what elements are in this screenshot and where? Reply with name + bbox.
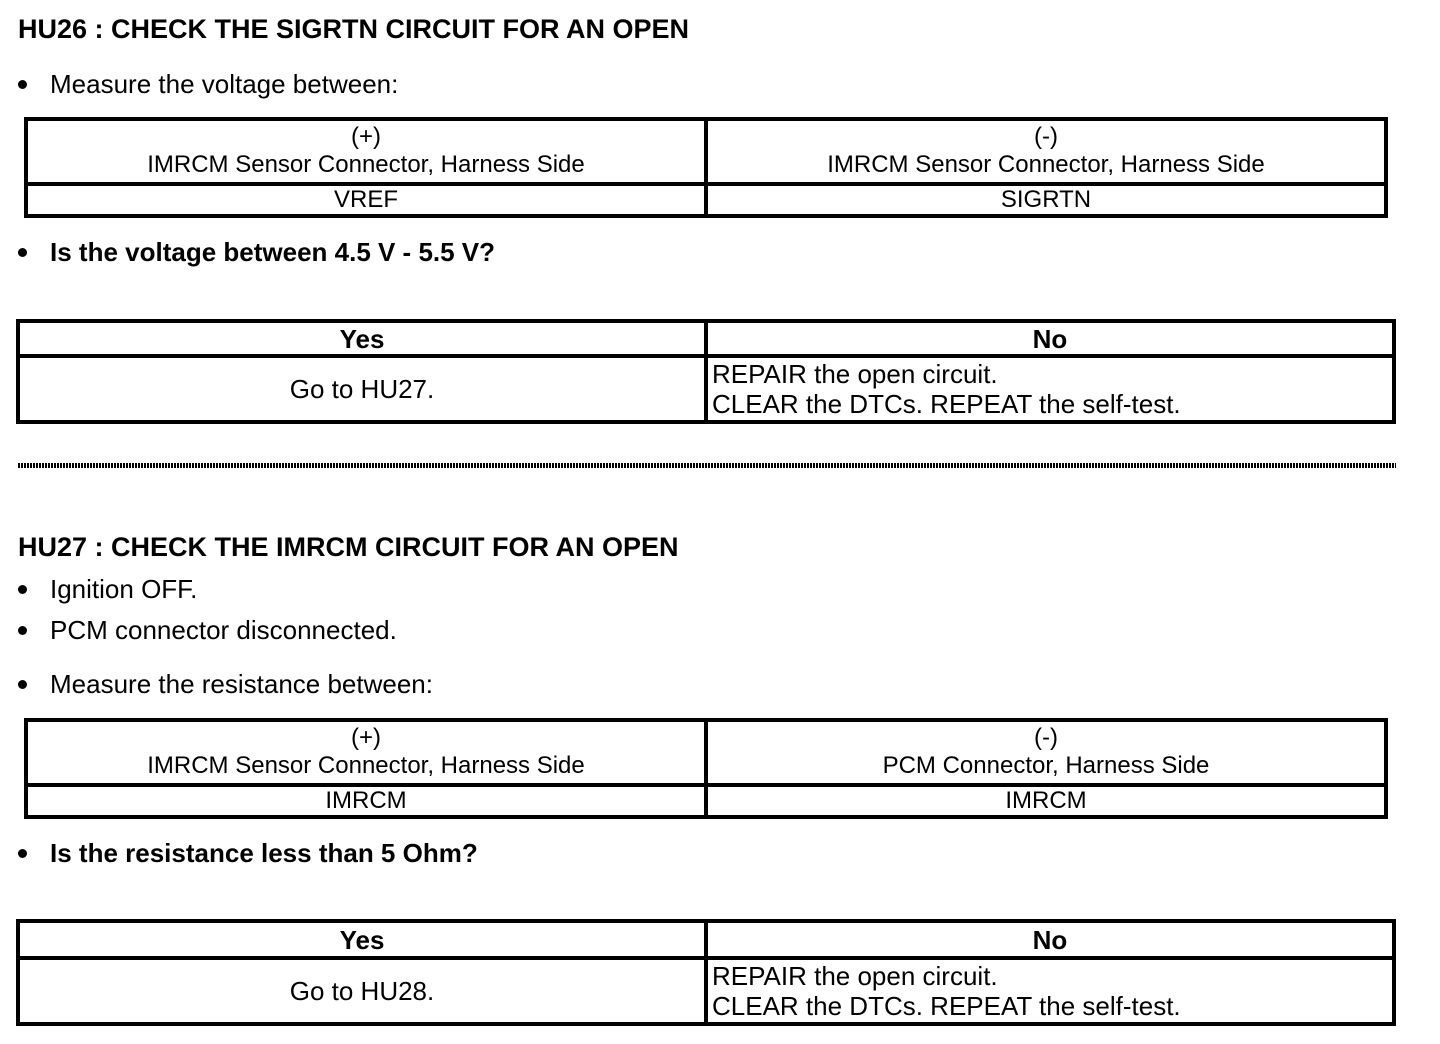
hu27-measure-table bbox=[24, 718, 1388, 819]
section-divider bbox=[18, 463, 1396, 468]
hu26-measure-table bbox=[24, 117, 1388, 218]
minus-connector-label: IMRCM Sensor Connector, Harness Side bbox=[827, 151, 1265, 179]
hu26-yes-action: Go to HU27. bbox=[18, 356, 706, 422]
plus-connector-label: IMRCM Sensor Connector, Harness Side bbox=[147, 752, 585, 780]
hu26-minus-header-cell bbox=[706, 119, 1386, 184]
hu26-yes-no-table bbox=[16, 319, 1396, 424]
no-header: No bbox=[706, 921, 1394, 958]
hu26-question bbox=[18, 237, 718, 267]
minus-header: (-) bbox=[1034, 123, 1058, 151]
hu27-question bbox=[18, 838, 718, 868]
hu26-plus-header-cell bbox=[26, 119, 706, 184]
hu26-title: HU26 : CHECK THE SIGRTN CIRCUIT FOR AN OPEN bbox=[18, 14, 690, 44]
hu27-plus-header-cell bbox=[26, 720, 706, 785]
hu26-measure-label: Measure the voltage between: bbox=[50, 69, 399, 99]
hu27-minus-header-cell bbox=[706, 720, 1386, 785]
plus-header: (+) bbox=[351, 123, 381, 151]
bullet-icon bbox=[18, 626, 27, 635]
hu26-plus-pin: VREF bbox=[26, 184, 706, 216]
minus-header: (-) bbox=[1034, 724, 1058, 752]
no-action-line: CLEAR the DTCs. REPEAT the self-test. bbox=[712, 991, 1181, 1022]
no-action-line: REPAIR the open circuit. bbox=[712, 359, 998, 390]
hu27-step bbox=[18, 574, 618, 604]
hu26-no-action bbox=[706, 356, 1394, 422]
no-action-line: CLEAR the DTCs. REPEAT the self-test. bbox=[712, 389, 1181, 420]
hu26-question-text: Is the voltage between 4.5 V - 5.5 V? bbox=[50, 237, 496, 267]
plus-header: (+) bbox=[351, 724, 381, 752]
bullet-icon bbox=[18, 680, 27, 689]
hu27-minus-pin: IMRCM bbox=[706, 785, 1386, 817]
hu27-yes-no-table bbox=[16, 919, 1396, 1026]
minus-connector-label: PCM Connector, Harness Side bbox=[882, 752, 1210, 780]
hu27-step bbox=[18, 615, 618, 645]
yes-header: Yes bbox=[18, 321, 706, 356]
bullet-icon bbox=[18, 585, 27, 594]
hu26-measure-step bbox=[18, 69, 618, 99]
yes-header: Yes bbox=[18, 921, 706, 958]
hu27-step-text: PCM connector disconnected. bbox=[50, 615, 397, 645]
bullet-icon bbox=[18, 80, 27, 89]
hu27-plus-pin: IMRCM bbox=[26, 785, 706, 817]
plus-connector-label: IMRCM Sensor Connector, Harness Side bbox=[147, 151, 585, 179]
no-header: No bbox=[706, 321, 1394, 356]
bullet-icon bbox=[18, 248, 27, 257]
hu27-measure-step bbox=[18, 669, 618, 699]
hu27-title: HU27 : CHECK THE IMRCM CIRCUIT FOR AN OPEN bbox=[18, 532, 679, 562]
no-action-line: REPAIR the open circuit. bbox=[712, 961, 998, 992]
hu26-minus-pin: SIGRTN bbox=[706, 184, 1386, 216]
hu27-measure-label: Measure the resistance between: bbox=[50, 669, 433, 699]
hu27-yes-action: Go to HU28. bbox=[18, 958, 706, 1024]
hu27-no-action bbox=[706, 958, 1394, 1024]
bullet-icon bbox=[18, 849, 27, 858]
hu27-step-text: Ignition OFF. bbox=[50, 574, 198, 604]
hu27-question-text: Is the resistance less than 5 Ohm? bbox=[50, 838, 478, 868]
